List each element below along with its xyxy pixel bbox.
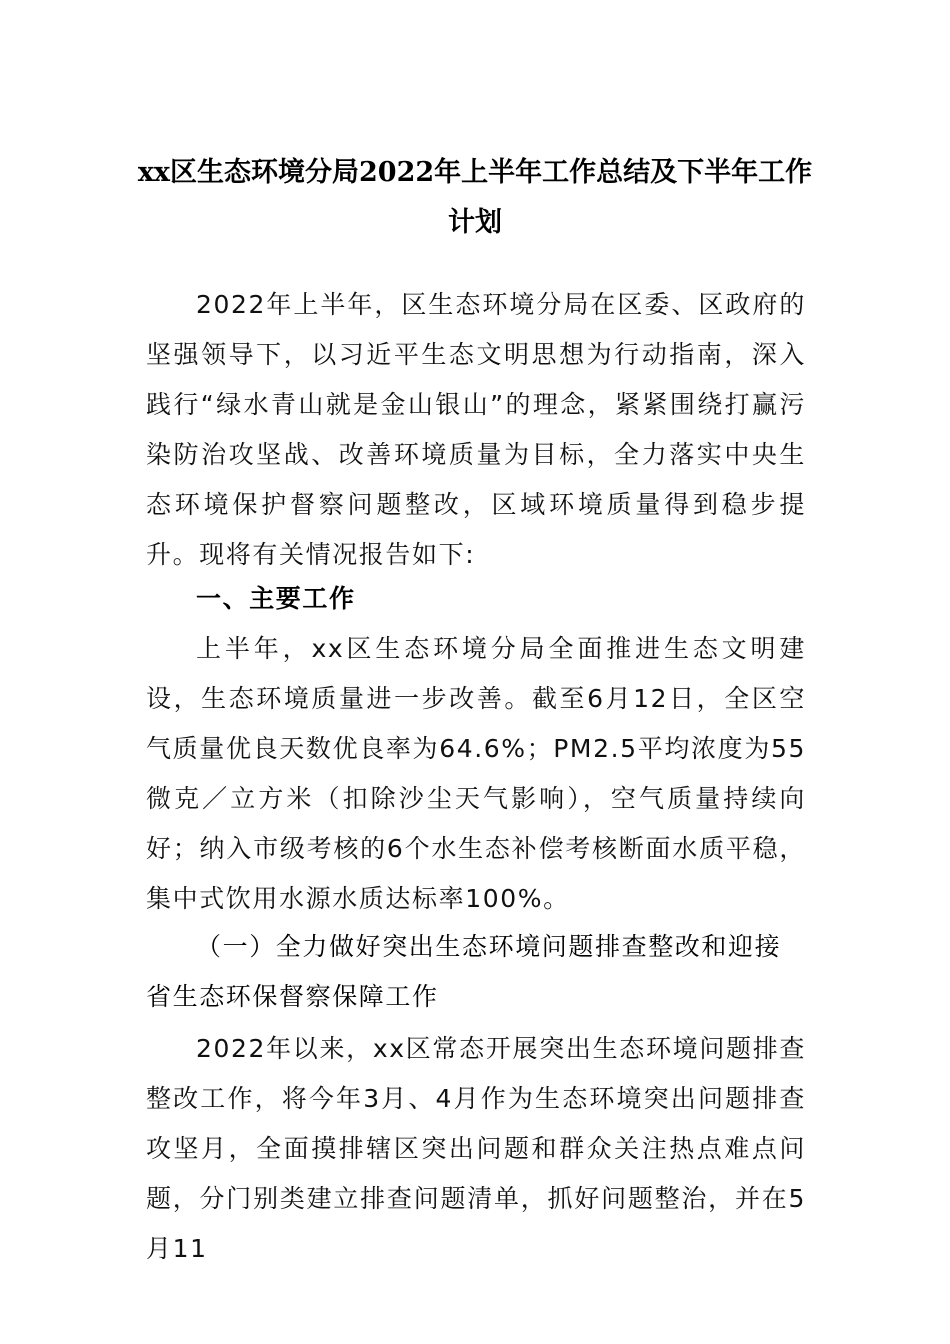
section-heading-main-work: 一、主要工作	[196, 584, 356, 613]
subsection-1-paragraph: 2022年以来，xx区常态开展突出生态环境问题排查整改工作，将今年3月、4月作为生态环境突出问题排查攻坚月，全面摸排辖区突出问题和群众关注热点难点问题，分门别类建立排查问题清单，抓好问题整治，并在5月11	[146, 1034, 806, 1263]
document-title: xx区生态环境分局2022年上半年工作总结及下半年工作计划	[137, 157, 813, 238]
intro-paragraph: 2022年上半年，区生态环境分局在区委、区政府的坚强领导下，以习近平生态文明思想为行动指南，深入践行“绿水青山就是金山银山”的理念，紧紧围绕打赢污染防治攻坚战、改善环境质量为目标，全力落实中央生态环境保护督察问题整改，区域环境质量得到稳步提升。现将有关情况报告如下:	[146, 290, 806, 569]
subsection-heading-1: （一）全力做好突出生态环境问题排查整改和迎接省生态环保督察保障工作	[146, 932, 782, 1011]
main-work-paragraph: 上半年，xx区生态环境分局全面推进生态文明建设，生态环境质量进一步改善。截至6月12日，全区空气质量优良天数优良率为64.6%；PM2.5平均浓度为55微克／立方米（扣除沙尘天气影响），空气质量持续向好；纳入市级考核的6个水生态补偿考核断面水质平稳，集中式饮用水源水质达标率100%。	[146, 634, 806, 913]
